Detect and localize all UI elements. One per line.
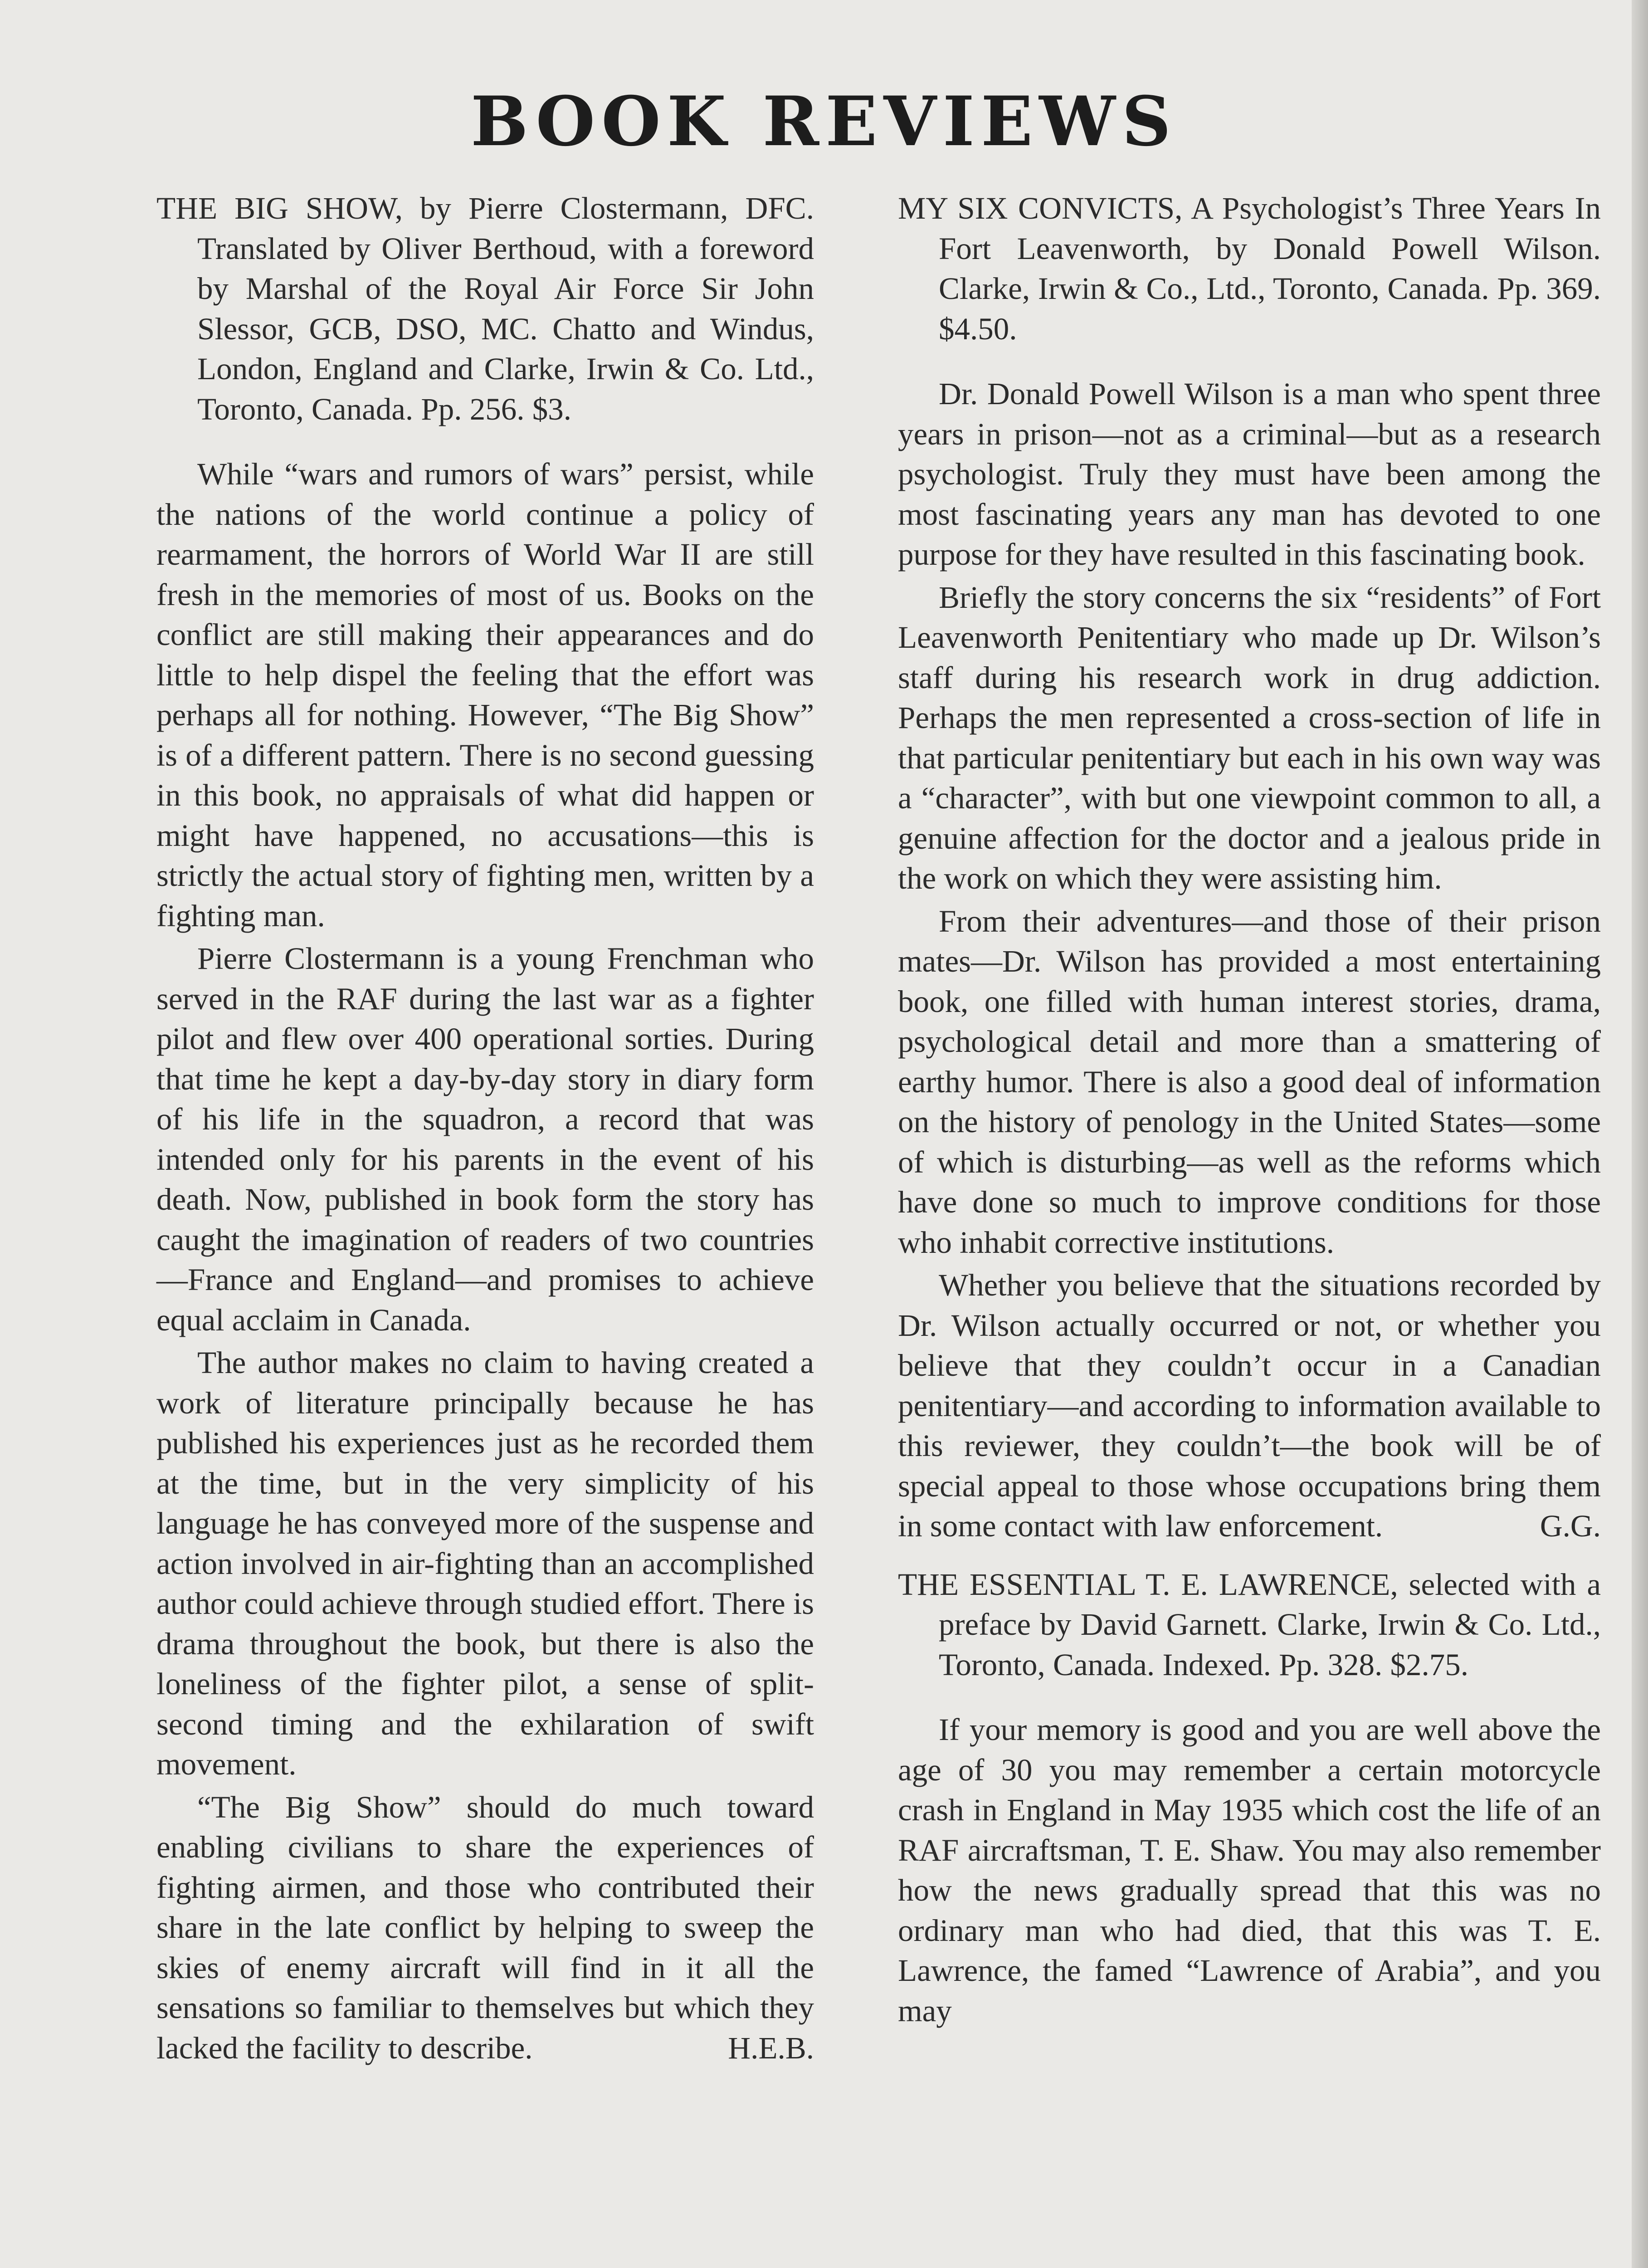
review-paragraph: While “wars and rumors of wars” persist, while the nations of the world continue a policy of rearmament, the horrors of World War II are still fresh in the memories of most of us. Books on the conflict are still making their appearances and do little to help dispel the feeling that the effort was perhaps all for nothing. However, “The Big Show” is of a different pattern. There is no second guessing in this book, no appraisals of what did happen or might have happened, no accusations—this is strictly the actual story of fighting men, written by a fighting man. [156,457,814,933]
review-paragraph [156,1787,814,2068]
review-paragraph: If your memory is good and you are well above the age of 30 you may remember a certain motorcycle crash in England in May 1935 which cost the life of an RAF aircraftsman, T. E. Shaw. You may also remember how the news gradually spread that this was no ordinary man who had died, that this was T. E. Lawrence, the famed “Lawrence of Arabia”, and you may [898,1712,1601,2028]
review-paragraph: The author makes no claim to having created a work of literature principally because he has published his experiences just as he recorded them at the time, but in the very simplicity of his language he has conveyed more of the suspense and action involved in air-fighting than an accomplished author could achieve through studied effort. There is drama throughout the book, but there is also the loneliness of the fighter pilot, a sense of split-second timing and the exhilaration of swift movement. [156,1345,814,1781]
review-my-six-convicts [898,188,1601,1546]
review-paragraph [898,1265,1601,1546]
review-citation: THE ESSENTIAL T. E. LAWRENCE, selected with a preface by David Garnett. Clarke, Irwin & Co. Ltd., Toronto, Canada. Indexed. Pp. 328. $2.75. [898,1567,1601,1682]
review-citation: THE BIG SHOW, by Pierre Clostermann, DFC. Translated by Oliver Berthoud, with a foreword by Marshal of the Royal Air Force Sir John Slessor, GCB, DSO, MC. Chatto and Windus, London, England and Clarke, Irwin & Co. Ltd., Toronto, Canada. Pp. 256. $3. [156,191,814,426]
review-citation: MY SIX CONVICTS, A Psychologist’s Three Years In Fort Leavenworth, by Donald Powell Wilson. Clarke, Irwin & Co., Ltd., Toronto, Canada. Pp. 369. $4.50. [898,191,1601,346]
page-edge-shadow [1632,0,1648,2268]
review-paragraph-text: Whether you believe that the situations recorded by Dr. Wilson actually occurred or not, or whether you believe that they couldn’t occur in a Canadian penitentiary—and according to information available to this reviewer, they couldn’t—the book will be of special appeal to those whose occupations bring them in some contact with law enforcement. [898,1268,1601,1543]
review-essential-lawrence [898,1564,1601,2031]
reviewer-signature: G.G. [1540,1509,1601,1543]
review-paragraph: Briefly the story concerns the six “residents” of Fort Leavenworth Penitentiary who made up Dr. Wilson’s staff during his research work in drug addiction. Perhaps the men represented a cross-section of life in that particular penitentiary but each in his own way was a “character”, with but one viewpoint common to all, a genuine affection for the doctor and a jealous pride in the work on which they were assisting him. [898,580,1601,895]
review-paragraph: From their adventures—and those of their prison mates—Dr. Wilson has provided a most entertaining book, one filled with human interest stories, drama, psychological detail and more than a smattering of earthy humor. There is also a good deal of information on the history of penology in the United States—some of which is disturbing—as well as the reforms which have done so much to improve conditions for those who inhabit corrective institutions. [898,904,1601,1260]
review-paragraph: Pierre Clostermann is a young Frenchman who served in the RAF during the last war as a fighter pilot and flew over 400 operational sorties. During that time he kept a day-by-day story in diary form of his life in the squadron, a record that was intended only for his parents in the event of his death. Now, published in book form the story has caught the imagination of readers of two countries—France and England—and promises to achieve equal acclaim in Canada. [156,941,814,1337]
page-title: BOOK REVIEWS [470,82,1178,161]
reviewer-signature: H.E.B. [728,2030,814,2065]
review-paragraph: Dr. Donald Powell Wilson is a man who spent three years in prison—not as a criminal—but as a research psychologist. Truly they must have been among the most fascinating years any man has devoted to one purpose for they have resulted in this fascinating book. [898,376,1601,572]
right-column [898,188,1601,2033]
review-big-show [156,188,814,2068]
review-paragraph-text: “The Big Show” should do much toward enabling civilians to share the experiences of fighting airmen, and those who contributed their share in the late conflict by helping to sweep the skies of enemy aircraft will find in it all the sensations so familiar to themselves but which they lacked the facility to describe. [156,1789,814,2065]
left-column [156,188,814,2071]
